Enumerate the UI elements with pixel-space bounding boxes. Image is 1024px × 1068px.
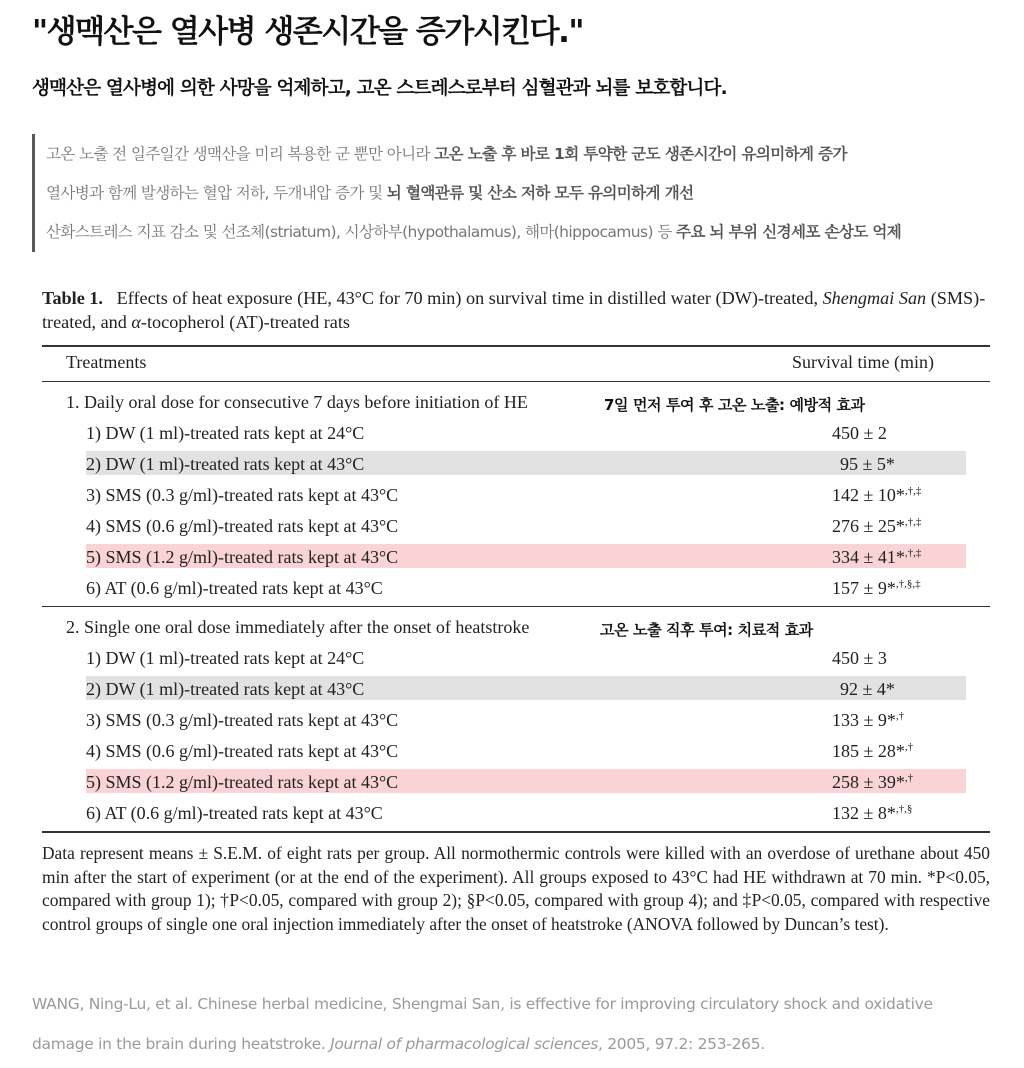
summary-line-2-bold: 뇌 혈액관류 및 산소 저하 모두 유의미하게 개선 bbox=[386, 184, 694, 202]
summary-line-3-bold: 주요 뇌 부위 신경세포 손상도 억제 bbox=[675, 223, 902, 241]
table-row bbox=[42, 800, 990, 828]
table-row bbox=[42, 482, 990, 510]
row-value-sup: ,† bbox=[895, 710, 905, 722]
row-value bbox=[832, 648, 887, 669]
row-value-sup: ,†,§,‡ bbox=[895, 578, 921, 590]
row-label: 2) DW (1 ml)-treated rats kept at 43°C bbox=[86, 679, 365, 699]
subheadline: 생맥산은 열사병에 의한 사망을 억제하고, 고온 스트레스로부터 심혈관과 뇌를 보호합니다. bbox=[32, 78, 727, 99]
reference-line-1: WANG, Ning-Lu, et al. Chinese herbal medicine, Shengmai San, is effective for improving circulatory shock and oxidative bbox=[32, 995, 933, 1013]
row-value-text: 157 ± 9* bbox=[832, 578, 896, 598]
section-1-annotation: 7일 먼저 투여 후 고온 노출: 예방적 효과 bbox=[604, 396, 865, 414]
row-value-sup: ,† bbox=[904, 772, 914, 784]
section-2-annotation: 고온 노출 직후 투여: 치료적 효과 bbox=[600, 621, 813, 639]
row-value bbox=[832, 772, 913, 793]
row-label: 5) SMS (1.2 g/ml)-treated rats kept at 43°C bbox=[86, 772, 399, 792]
row-value-sup: ,†,§ bbox=[895, 803, 913, 815]
row-value bbox=[832, 710, 904, 731]
summary-line-2-text: 열사병과 함께 발생하는 혈압 저하, 두개내압 증가 및 bbox=[46, 184, 387, 202]
row-value-sup: ,†,‡ bbox=[904, 547, 922, 559]
section-2-title-row bbox=[42, 614, 990, 642]
table-row bbox=[42, 676, 990, 704]
row-value-text: 185 ± 28* bbox=[832, 741, 905, 761]
row-value-text: 450 ± 3 bbox=[832, 648, 887, 668]
table-caption-italic: Shengmai San bbox=[822, 288, 927, 308]
table-row bbox=[42, 575, 990, 603]
summary-line-1-bold: 고온 노출 후 바로 1회 투약한 군도 생존시간이 유의미하게 증가 bbox=[434, 145, 847, 163]
row-label: 1) DW (1 ml)-treated rats kept at 24°C bbox=[86, 423, 365, 443]
summary-line-3-text: 산화스트레스 지표 감소 및 선조체(striatum), 시상하부(hypothalamus), 해마(hippocamus) 등 bbox=[46, 223, 676, 241]
table-caption-text: Effects of heat exposure (HE, 43°C for 70 min) on survival time in distilled water (DW)-treated, bbox=[116, 288, 823, 308]
row-value-sup: ,†,‡ bbox=[904, 516, 922, 528]
reference-text: damage in the brain during heatstroke. bbox=[32, 1035, 331, 1053]
table-row bbox=[42, 769, 990, 797]
table-row bbox=[42, 451, 990, 479]
row-value bbox=[832, 547, 921, 568]
table-caption-label: Table 1. bbox=[42, 288, 103, 308]
row-label: 2) DW (1 ml)-treated rats kept at 43°C bbox=[86, 454, 365, 474]
table-row bbox=[42, 645, 990, 673]
table-row bbox=[42, 544, 990, 572]
row-value-text: 276 ± 25* bbox=[832, 516, 905, 536]
table-row bbox=[42, 513, 990, 541]
row-label: 1) DW (1 ml)-treated rats kept at 24°C bbox=[86, 648, 365, 668]
table-top-rule bbox=[42, 345, 990, 347]
row-value bbox=[840, 454, 895, 475]
row-label: 6) AT (0.6 g/ml)-treated rats kept at 43°C bbox=[86, 803, 383, 823]
table-caption-text: -tocopherol (AT)-treated rats bbox=[140, 312, 350, 332]
row-value-text: 142 ± 10* bbox=[832, 485, 905, 505]
section-1-title: 1. Daily oral dose for consecutive 7 days before initiation of HE bbox=[66, 392, 528, 412]
summary-line-1 bbox=[46, 142, 847, 164]
table-bottom-rule bbox=[42, 831, 990, 833]
reference-journal: Journal of pharmacological sciences bbox=[330, 1035, 598, 1053]
row-value-text: 450 ± 2 bbox=[832, 423, 887, 443]
row-value-text: 92 ± 4* bbox=[840, 679, 895, 699]
table-caption-text: (SMS)-treated, and bbox=[42, 288, 986, 332]
row-value-text: 334 ± 41* bbox=[832, 547, 905, 567]
table-footnote: Data represent means ± S.E.M. of eight rats per group. All normothermic controls were killed with an overdose of urethane about 450 min after the start of experiment (or at the end of the experiment). All groups exposed to 43°C had HE withdrawn at 70 min. *P<0.05, compared with group 1); †P<0.05, compared with group 2); §P<0.05, compared with group 4); and ‡P<0.05, compared with respective control groups of single one oral injection immediately after the onset of heatstroke (ANOVA followed by Duncan’s test). bbox=[42, 843, 990, 934]
table-section-rule bbox=[42, 606, 990, 607]
column-header-survival-time: Survival time (min) bbox=[792, 352, 934, 372]
table-header-rule bbox=[42, 381, 990, 382]
row-label: 4) SMS (0.6 g/ml)-treated rats kept at 43°C bbox=[86, 516, 399, 536]
row-value-sup: ,†,‡ bbox=[904, 485, 922, 497]
table-caption-alpha: α bbox=[131, 312, 141, 332]
row-label: 4) SMS (0.6 g/ml)-treated rats kept at 43°C bbox=[86, 741, 399, 761]
row-value-text: 258 ± 39* bbox=[832, 772, 905, 792]
row-label: 6) AT (0.6 g/ml)-treated rats kept at 43°C bbox=[86, 578, 383, 598]
row-label: 3) SMS (0.3 g/ml)-treated rats kept at 43°C bbox=[86, 485, 399, 505]
table-row bbox=[42, 707, 990, 735]
reference-tail: , 2005, 97.2: 253-265. bbox=[597, 1035, 765, 1053]
row-value-text: 95 ± 5* bbox=[840, 454, 895, 474]
row-value bbox=[832, 516, 921, 537]
summary-line-2 bbox=[46, 181, 693, 203]
summary-line-1-text: 고온 노출 전 일주일간 생맥산을 미리 복용한 군 뿐만 아니라 bbox=[46, 145, 435, 163]
table-row bbox=[42, 738, 990, 766]
section-2-title: 2. Single one oral dose immediately after the onset of heatstroke bbox=[66, 617, 530, 637]
row-value bbox=[832, 741, 913, 762]
row-value bbox=[832, 423, 887, 444]
row-value bbox=[832, 578, 921, 599]
row-value bbox=[840, 679, 895, 700]
row-value-sup: ,† bbox=[904, 741, 914, 753]
row-label: 5) SMS (1.2 g/ml)-treated rats kept at 43°C bbox=[86, 547, 399, 567]
row-value bbox=[832, 803, 912, 824]
summary-line-3 bbox=[46, 220, 901, 242]
table-caption bbox=[42, 286, 990, 334]
section-1-title-row bbox=[42, 389, 990, 417]
reference-line-2 bbox=[32, 1035, 765, 1053]
row-value-text: 133 ± 9* bbox=[832, 710, 896, 730]
row-label: 3) SMS (0.3 g/ml)-treated rats kept at 43°C bbox=[86, 710, 399, 730]
table-row bbox=[42, 420, 990, 448]
row-value-text: 132 ± 8* bbox=[832, 803, 896, 823]
column-header-treatments: Treatments bbox=[66, 352, 147, 372]
summary-blockquote bbox=[32, 134, 995, 252]
row-value bbox=[832, 485, 921, 506]
headline: "생맥산은 열사병 생존시간을 증가시킨다." bbox=[32, 14, 584, 50]
